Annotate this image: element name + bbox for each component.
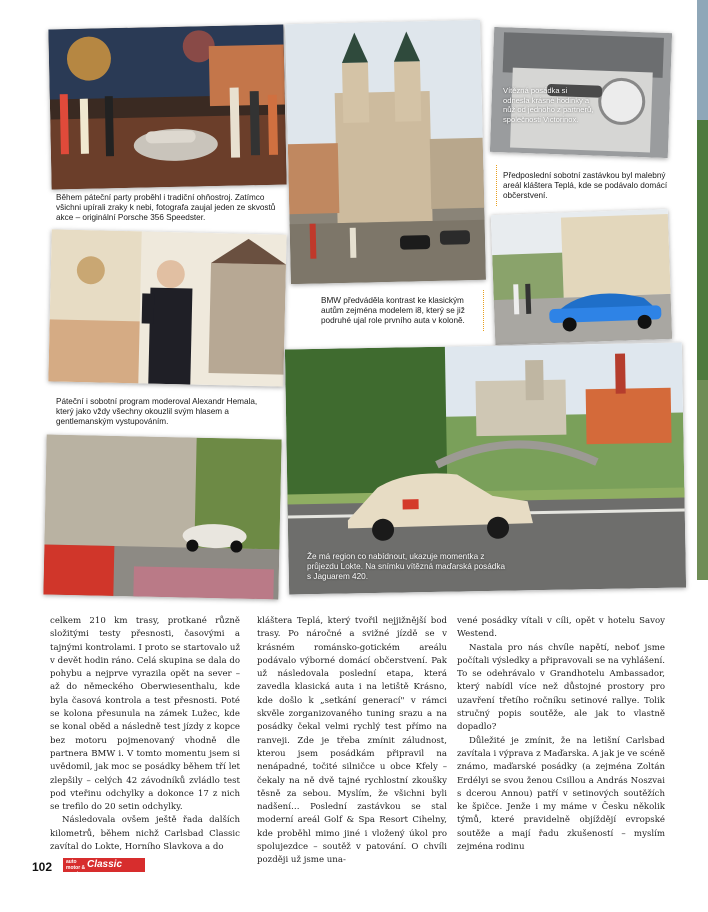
logo-big-text: Classic: [87, 859, 123, 870]
caption-text: Předposlední sobotní zastávkou byl malebný areál kláštera Teplá, kde se podávalo domácí občerstvení.: [503, 171, 668, 201]
caption-watch: [503, 86, 595, 124]
magazine-logo: [63, 858, 145, 877]
page-edge-strip: [697, 0, 708, 907]
caption-text: Že má region co nabídnout, ukazuje momentka z průjezdu Lokte. Na snímku vítězná maďarská posádka s Jaguarem 420.: [307, 552, 505, 582]
caption-text: Páteční i sobotní program moderoval Alexandr Hemala, který jako vždy všechny okouzlil svým hlasem a gentlemanským vystupováním.: [56, 397, 258, 427]
caption-text: BMW předváděla kontrast ke klasickým autům zejména modelem i8, který se již podruhé ujal role prvního auta v koloně.: [321, 296, 465, 326]
edge-art: [697, 0, 708, 907]
caption-party: [56, 193, 288, 224]
caption-rule: [483, 290, 485, 331]
photo-monastery-tepla: [285, 20, 486, 284]
paragraph: Následovala ovšem ještě řada dalších kilometrů, během nichž Carlsbad Classic zavítal do Lokte, Horního Slavkova a do: [50, 815, 240, 853]
logo-small-text: auto motor & sport: [66, 859, 86, 877]
caption-text: Vítězná posádka si odnesla krásné hodinky a nůž od jednoho z partnerů, společnosti Victorinox.: [503, 86, 594, 124]
caption-tepla: [503, 171, 673, 202]
paragraph: Nastala pro nás chvíle napětí, neboť jsme počítali výsledky a připravovali se na vyhlášení. To se odehrávalo v Grandhotelu Ambassador, který nabídl více než důstojné prostory pro uzavření třetího ročníku setinové rallye. Tolik stručný popis soutěže, ale jak to vlastně dopadlo?: [457, 642, 665, 733]
caption-bmw: [321, 296, 479, 327]
paragraph: celkem 210 km trasy, protkané různě složitými testy přesnosti, časovými a tajnými kontrolami. I proto se startovalo už v devět hodin ráno. Celá skupina se dala do pohybu a nejprve vyrazila opět na sever – až do německého Oberwiesenthalu, kde byla časová kontrola a test přesnosti. Poté se kolona přesunula na zámek Lužec, kde se konal oběd a následně test jízdy z kopce bez motoru pojmenovaný vhodně dle partnera BMW i. V tomto momentu jsem si uvědomil, jak moc se posádky během tří let zlepšily – celých 42 závodníků zvládlo test pod vteřinu odchylky a dokonce 17 z nich se trefilo do 20 setin odchylky.: [50, 616, 240, 813]
article-column-1: [50, 615, 240, 854]
paragraph: kláštera Teplá, který tvořil nejjižnější bod trasy. Po náročné a svižné jízdě se v krásném románsko-gotickém areálu podávalo výborné domácí občerstvení. Pak už následovala poslední etapa, která zavedla klasická auta i na letiště Krásno, kde došlo k „setkání generací" v rámci skvěle zorganizovaného tuning srazu a na posádky čekal velmi rychlý test přímo na ranveji. Zde je třeba zmínit záludnost, kterou jsem posádkám připravil na nenápadné, točité silničce u obce Kfely – čekaly na ně dvě tajné rychlostní zkoušky těsně za sebou. Myslím, že všichni byli nadšení… Poslední zastávkou se stal moderní areál Golf & Spa Resort Cihelny, kde proběhl mimo jiné i vložený úkol pro spolujezdce – soutěž v patování. O chvíli později už jsme una-: [257, 616, 447, 866]
page-number: 102: [32, 860, 53, 874]
photo-bmw-i8: [491, 209, 672, 345]
photo-party-porsche: [48, 25, 286, 190]
article-column-2: [257, 615, 447, 868]
paragraph: vené posádky vítali v cíli, opět v hotelu Savoy Westend.: [457, 616, 665, 640]
caption-loket: [307, 552, 507, 583]
caption-moderator: [56, 397, 261, 428]
article-column-3: [457, 615, 665, 854]
paragraph: Důležité je zmínit, že na letišní Carlsbad zavítala i výprava z Maďarska. A jak je ve scéně známo, maďarské posádky (a zejména Zoltán Erdélyi se svou ženou Csillou a András Noszvai s dcerou Annou) patří v setinových soutěžích ke špičce. Jenže i my máme v Česku několik týmů, které pravidelně objíždějí evropské soutěže a mají řadu zkušeností – myslím zejména rodinu: [457, 735, 665, 853]
photo-moderator-hemala: [48, 229, 286, 386]
photo-savoy-westend: [43, 435, 281, 600]
caption-rule: [496, 165, 498, 206]
caption-text: Během páteční party proběhl i tradiční ohňostroj. Zatímco všichni upírali zraky k nebi, fotografa zaujal jeden ze skvostů akce – originální Porsche 356 Speedster.: [56, 193, 276, 223]
